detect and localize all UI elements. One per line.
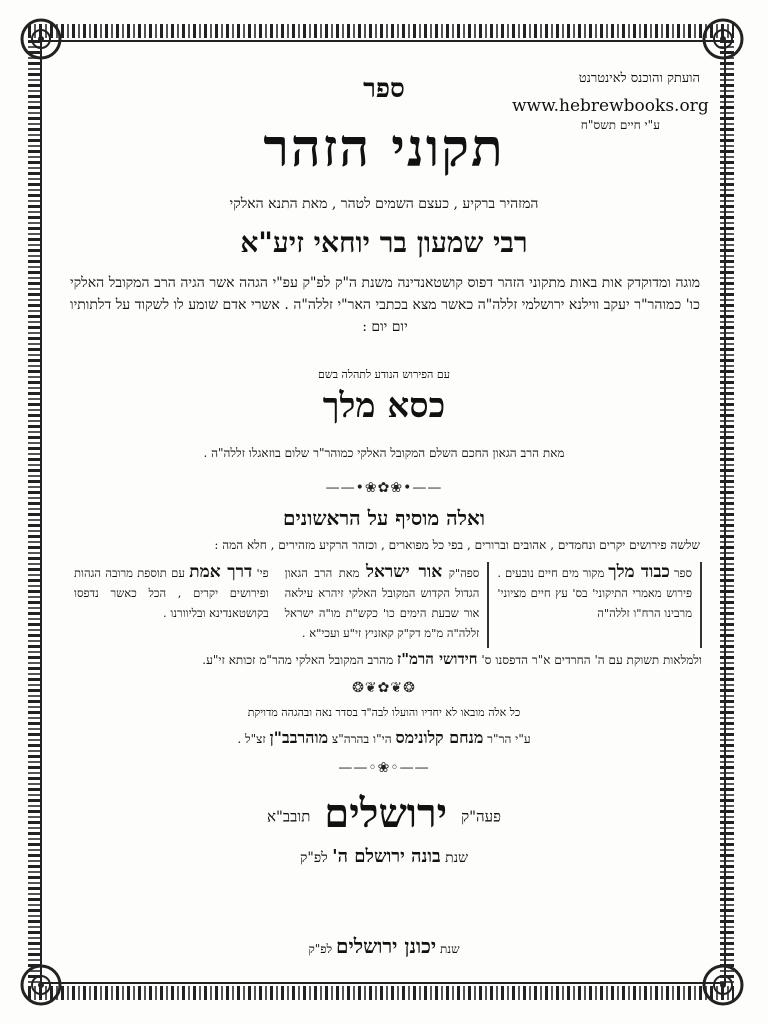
column-text: מאת הרב הגאון הגדול הקדוש המקובל האלקי זיהרא עילאה אור שבעת הימים כו' כקש"ת מו"ה ישראל זללה"ה מ"מ דק"ק קאזניץ זי"ע ועכי"א .: [284, 566, 480, 640]
column-kavod-melech: [489, 562, 702, 648]
bottom-year-chronogram: יכונן ירושלים: [335, 934, 437, 958]
publisher-mid: הי"ו בהרה"צ: [331, 732, 392, 746]
sefer-label: ספר: [363, 74, 405, 104]
supplement-post: מהרב המקובל האלקי מהר"מ זכותא זי"ע.: [202, 653, 394, 667]
publisher-father: מוהרבב"ן: [269, 728, 329, 747]
ornament-divider: ❂❦✿❦❂: [352, 680, 416, 696]
place-city: ירושלים: [324, 790, 448, 837]
column-prefix: ספר: [673, 566, 693, 580]
corner-rosette-icon: [700, 16, 746, 62]
column-prefix: ספה"ק: [448, 566, 480, 580]
ornament-divider: ——◦❀◦——: [338, 760, 430, 776]
bottom-year-post: לפ"ק: [308, 942, 333, 956]
place-line: [60, 790, 708, 837]
place-suffix: תובב"א: [267, 807, 311, 826]
publisher-pre: ע"י הר"ר: [487, 732, 531, 746]
year-line: [60, 846, 708, 867]
book-author: רבי שמעון בר יוחאי זיע"א: [240, 226, 528, 259]
additions-intro: שלשה פירושים יקרים ונחמדים , אהובים וברורים , בפי כל מפוארים , וכזהר הרקיע מזהירים , חלא המה :: [214, 538, 700, 552]
bottom-year-line: [60, 934, 708, 959]
publisher-post: זצ"ל .: [237, 732, 266, 746]
publisher-name: מנחם קלונימס: [395, 728, 484, 747]
ornament-divider: ——•❀✿❀•——: [325, 480, 443, 496]
book-title: תקוני הזהר: [263, 118, 505, 179]
commentaries-columns: [66, 562, 702, 648]
year-pre: שנת: [445, 850, 469, 866]
column-title: אור ישראל: [366, 562, 443, 582]
publisher-line-1: כל אלה מובאו לא יחדיו והועלו לבה"ד בסדר נאה ובהגהה מדויקת: [247, 706, 521, 719]
commentary-title: כסא מלך: [322, 386, 446, 426]
column-text: עם תוספת מרובה הגהות ופירושים יקרים , הכל כאשר נדפסו בקושטאנדינא ובליוורנו .: [74, 566, 269, 620]
year-post: לפ"ק: [299, 850, 328, 866]
supplement-line: [66, 650, 702, 669]
place-prefix: פעה"ק: [461, 807, 501, 826]
commentary-author: מאת הרב הגאון החכם השלם המקובל האלקי כמוהר"ר שלום בוזאגלו זללה"ה .: [203, 446, 565, 460]
column-or-yisrael: [277, 562, 490, 648]
scan-credit-url[interactable]: www.hebrewbooks.org: [512, 96, 709, 116]
column-title: כבוד מלך: [608, 562, 670, 582]
column-prefix: פי': [256, 566, 269, 580]
column-title: דרך אמת: [189, 562, 253, 582]
scan-credit-hebrew: הועתק והוכנס לאינטרנט: [578, 71, 700, 86]
corner-rosette-icon: [18, 16, 64, 62]
book-subtitle: המזהיר ברקיע , כעצם השמים לטהר , מאת התנא האלקי: [229, 196, 539, 212]
supplement-title: חידושי הרמ"ז: [397, 650, 478, 668]
commentary-intro: עם הפירוש הנודע לתהלה בשם: [318, 368, 450, 381]
supplement-pre: ולמלאות תשוקת עם ה' החרדים א"ר הדפסנו ס': [481, 653, 702, 667]
corner-rosette-icon: [18, 962, 64, 1008]
publisher-line-2: [60, 728, 708, 748]
corner-rosette-icon: [700, 962, 746, 1008]
year-chronogram: בונה ירושלם ה': [332, 846, 441, 867]
column-derech-emet: [66, 562, 277, 648]
additions-heading: ואלה מוסיף על הראשונים: [282, 506, 485, 530]
scan-credit-by: ע"י חיים תשס"ח: [580, 118, 660, 132]
column-text: מקור מים חיים נובעים . פירוש מאמרי התיקוני' בס' עץ חיים מציוני' מרבינו הרח"ו זללה"ה: [497, 566, 693, 620]
edition-description: מוגה ומדוקדק אות באות מתקוני הזהר דפוס קושטאנדינה משנת ה"ק לפ"ק עפ"י הגהה אשר הגיה הרב המקובל האלקי כו' כמוהר"ר יעקב ווילנא ירושלמי זללה"ה כאשר מצא בכתבי האר"י זללה"ה . אשרי אדם שומע לו לשקוד על דלתותיו יום יום :: [70, 275, 700, 335]
bottom-year-pre: שנת: [439, 942, 460, 956]
